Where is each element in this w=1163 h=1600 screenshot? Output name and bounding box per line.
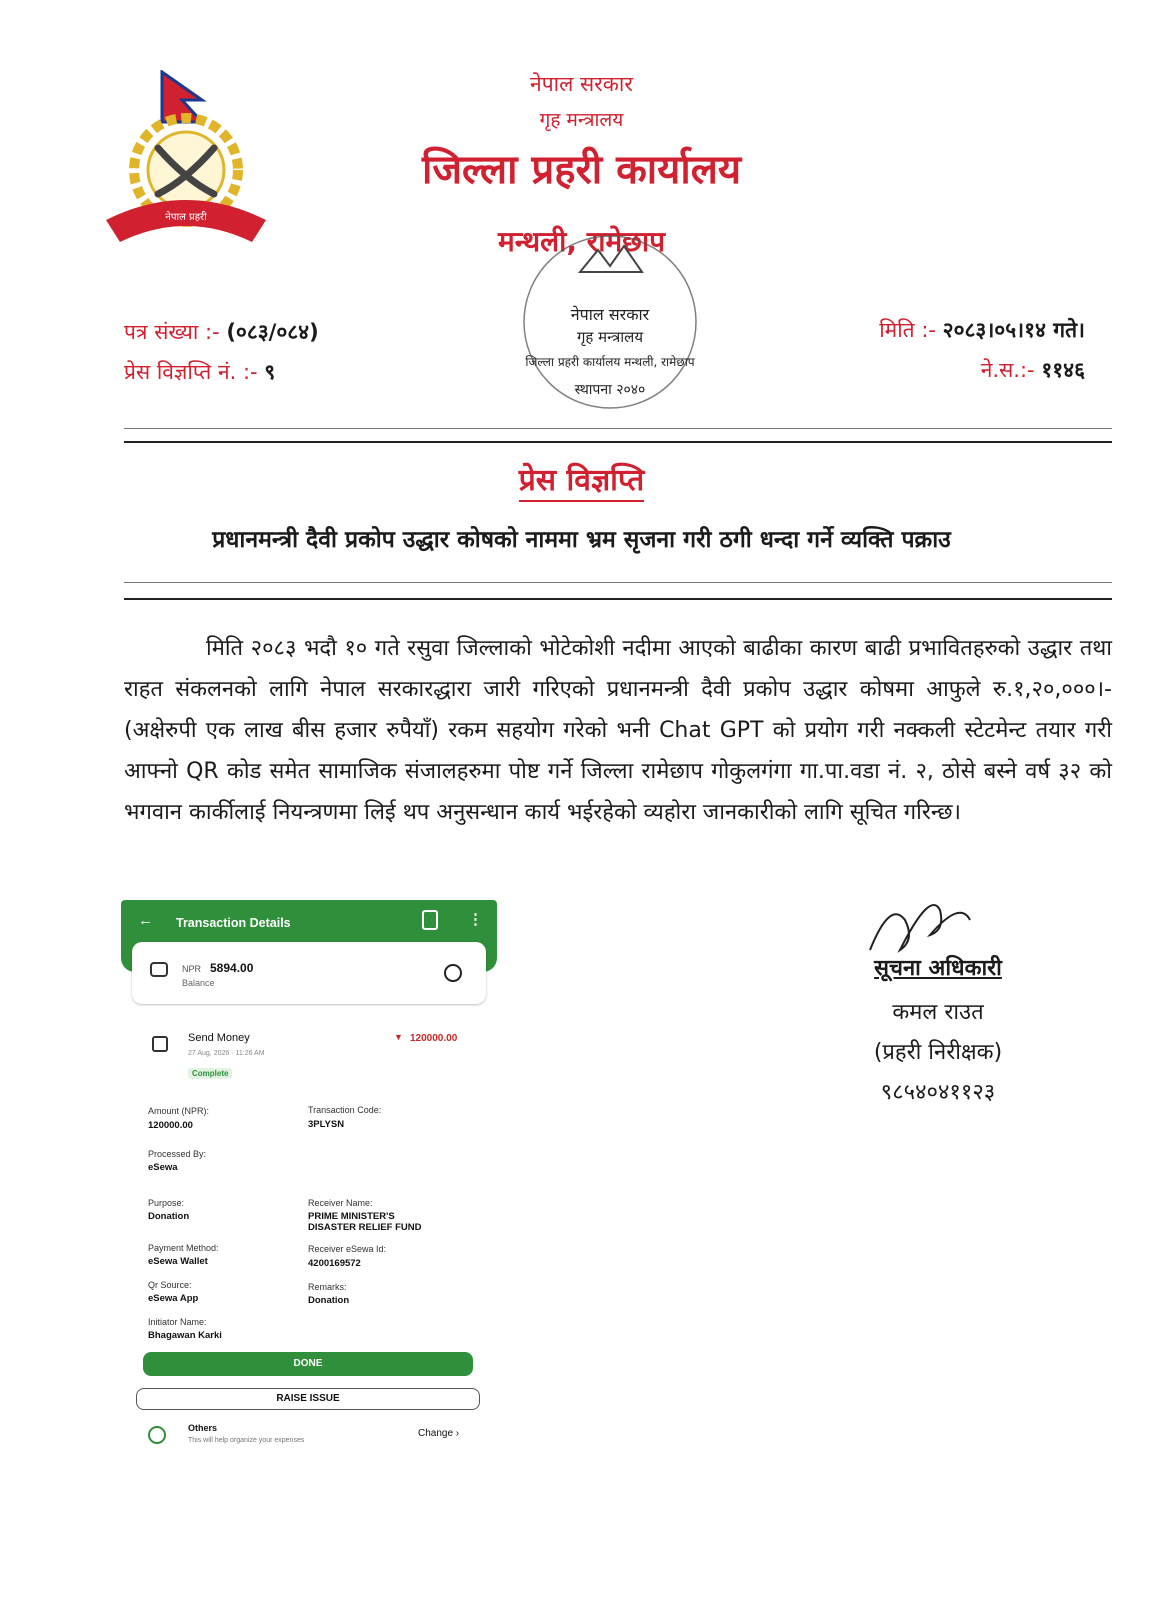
divider	[124, 598, 1112, 600]
reference-label: पत्र संख्या :-	[124, 320, 220, 344]
press-release-number	[124, 358, 275, 386]
release-date	[879, 316, 1085, 344]
transaction-amount: 120000.00	[410, 1033, 458, 1044]
government-name: नेपाल सरकार	[530, 72, 633, 96]
svg-text:स्थापना २०४०: स्थापना २०४०	[574, 382, 646, 398]
svg-text:जिल्ला प्रहरी कार्यालय मन्थली,: जिल्ला प्रहरी कार्यालय मन्थली, रामेछाप	[525, 355, 695, 369]
ns-label: ने.स.:-	[980, 358, 1035, 382]
balance-currency: NPR	[182, 964, 202, 974]
field-value: eSewa	[148, 1162, 178, 1173]
field-value: Bhagawan Karki	[148, 1330, 222, 1341]
screen-title: Transaction Details	[176, 916, 291, 930]
press-number-value: ९	[264, 360, 276, 384]
send-money-icon	[152, 1036, 168, 1052]
field-label: Receiver Name:	[308, 1198, 373, 1208]
field-value: 3PLYSN	[308, 1119, 345, 1130]
back-arrow-icon[interactable]: ←	[138, 912, 153, 929]
field-value: eSewa App	[148, 1293, 199, 1304]
category-subtitle: This will help organize your expenses	[188, 1437, 305, 1444]
svg-text:गृह मन्त्रालय: गृह मन्त्रालय	[576, 328, 644, 346]
nepal-sambat-date	[981, 356, 1085, 384]
ministry-name: गृह मन्त्रालय	[539, 109, 624, 131]
signatory-phone: ९८५४०४११२३	[880, 1080, 996, 1105]
eye-icon[interactable]	[444, 964, 462, 982]
field-label: Initiator Name:	[148, 1317, 207, 1327]
signatory-name: कमल राउत	[892, 1000, 984, 1025]
done-button[interactable]: DONE	[143, 1352, 473, 1376]
office-location: मन्थली, रामेछाप	[498, 225, 665, 258]
category-title: Others	[188, 1423, 218, 1433]
change-category-button[interactable]: Change ›	[418, 1428, 460, 1439]
wallet-icon	[150, 962, 168, 977]
field-value: Donation	[308, 1295, 350, 1306]
signatory-rank: (प्रहरी निरीक्षक)	[873, 1040, 1003, 1065]
field-label: Remarks:	[308, 1282, 347, 1292]
status-badge: Complete	[188, 1068, 232, 1079]
svg-text:नेपाल सरकार: नेपाल सरकार	[570, 305, 650, 324]
raise-issue-button[interactable]: RAISE ISSUE	[136, 1388, 480, 1410]
transaction-screenshot	[118, 898, 500, 1473]
divider	[124, 428, 1112, 429]
debit-arrow-icon: ▼	[394, 1032, 403, 1042]
balance-value: 5894.00	[210, 961, 254, 975]
reference-value: (०८३/०८४)	[226, 320, 319, 344]
field-label: Qr Source:	[148, 1280, 192, 1290]
date-label: मिति :-	[879, 318, 936, 342]
office-seal	[510, 232, 710, 422]
balance-label: Balance	[182, 978, 215, 988]
more-options-icon[interactable]: ⋮	[468, 911, 483, 928]
field-label: Transaction Code:	[308, 1105, 382, 1115]
signatory-title: सूचना अधिकारी	[874, 956, 1002, 981]
date-value: २०८३।०५।१४ गते।	[942, 318, 1085, 342]
pdf-icon[interactable]	[422, 910, 438, 930]
field-label: Purpose:	[148, 1198, 185, 1208]
press-number-label: प्रेस विज्ञप्ति नं. :-	[124, 360, 258, 384]
field-value: eSewa Wallet	[148, 1256, 208, 1267]
category-icon	[148, 1426, 166, 1444]
divider	[124, 441, 1112, 443]
field-value: 4200169572	[308, 1258, 361, 1269]
field-label: Processed By:	[148, 1149, 207, 1159]
field-value: PRIME MINISTER'S DISASTER RELIEF FUND	[308, 1211, 422, 1233]
transaction-datetime: 27 Aug, 2026 · 11:26 AM	[188, 1050, 265, 1057]
ns-value: ११४६	[1041, 358, 1085, 382]
reference-number	[124, 318, 319, 346]
field-value: Donation	[148, 1211, 190, 1222]
field-value: 120000.00	[148, 1120, 193, 1131]
press-release-body: मिति २०८३ भदौ १० गते रसुवा जिल्लाको भोटेकोशी नदीमा आएको बाढीका कारण बाढी प्रभावितहरुको उद्धार तथा राहत संकलनको लागि नेपाल सरकारद्धारा जारी गरिएको प्रधानमन्त्री दैवी प्रकोप उद्धार कोषमा आफुले रु.१,२०,०००।- (अक्षेरुपी एक लाख बीस हजार रुपैयाँ) रकम सहयोग गरेको भनी Chat GPT को प्रयोग गरी नक्कली स्टेटमेन्ट तयार गरी आफ्नो QR कोड समेत सामाजिक संजालहरुमा पोष्ट गर्ने जिल्ला रामेछाप गोकुलगंगा गा.पा.वडा नं. २, ठोसे बस्ने वर्ष ३२ को भगवान कार्कीलाई नियन्त्रणमा लिई थप अनुसन्धान कार्य भईरहेको व्यहोरा जानकारीको लागि सूचित गरिन्छ।	[124, 636, 1112, 825]
field-label: Receiver eSewa Id:	[308, 1244, 387, 1254]
press-release-title: प्रेस विज्ञप्ति	[0, 458, 1163, 499]
press-release-headline: प्रधानमन्त्री दैवी प्रकोप उद्धार कोषको नाममा भ्रम सृजना गरी ठगी धन्दा गर्ने व्यक्ति पक्राउ	[212, 527, 951, 553]
divider	[124, 582, 1112, 583]
transaction-type: Send Money	[188, 1032, 250, 1044]
svg-text:नेपाल प्रहरी: नेपाल प्रहरी	[165, 212, 207, 223]
office-name: जिल्ला प्रहरी कार्यालय	[421, 147, 742, 193]
field-label: Amount (NPR):	[148, 1106, 210, 1116]
field-label: Payment Method:	[148, 1243, 219, 1253]
